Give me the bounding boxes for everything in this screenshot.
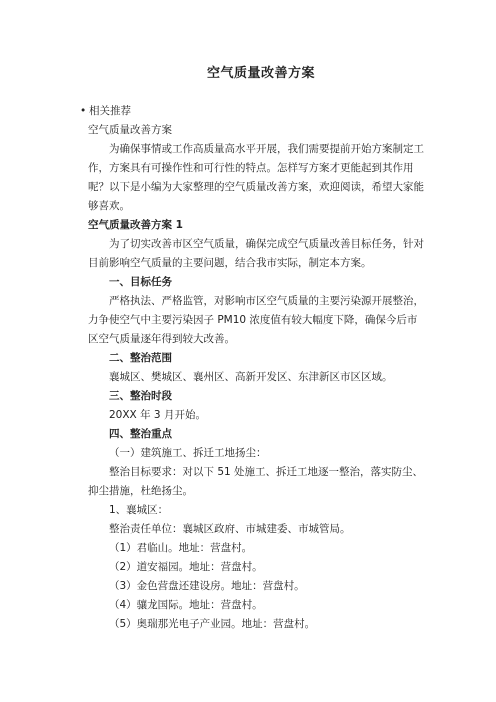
list-item: （5）奥瑞那光电子产业园。地址：营盘村。 [109,618,316,630]
heading-scope: 二、整治范围 [109,352,172,364]
area-label: 1、襄城区： [109,504,169,516]
target-paragraph: 严格执法、严格监管，对影响市区空气质量的主要污染源开展整治，力争使空气中主要污染因子 PM10 浓度值有较大幅度下降，确保今后市区空气质量逐年得到较大改善。 [88,295,424,345]
list-item: （2）道安福园。地址：营盘村。 [109,561,263,573]
responsible-units: 整治责任单位：襄城区政府、市城建委、市城管局。 [109,523,351,535]
related-recommendations[interactable] [80,102,426,121]
requirement-paragraph: 整治目标要求：对以下 51 处施工、拆迁工地逐一整治，落实防尘、抑尘措施，杜绝扬尘。 [88,466,424,497]
purpose-paragraph: 为了切实改善市区空气质量，确保完成空气质量改善目标任务，针对目前影响空气质量的主要问题，结合我市实际，制定本方案。 [88,238,424,269]
subtitle-line: 空气质量改善方案 [88,124,172,136]
document-title: 空气质量改善方案 [206,66,315,81]
related-label: 相关推荐 [89,105,131,117]
heading-period: 三、整治时段 [109,390,172,402]
period-paragraph: 20XX 年 3 月开始。 [109,409,206,421]
heading-focus: 四、整治重点 [109,428,172,440]
section-title: 空气质量改善方案 1 [88,219,183,231]
list-item: （4）骧龙国际。地址：营盘村。 [109,599,263,611]
intro-paragraph: 为确保事情或工作高质量高水平开展，我们需要提前开始方案制定工作，方案具有可操作性和可行性的特点。怎样写方案才更能起到其作用呢？以下是小编为大家整理的空气质量改善方案，欢迎阅读，希望大家能够喜欢。 [88,143,424,212]
bullet-icon: • [80,105,87,117]
scope-paragraph: 襄城区、樊城区、襄州区、高新开发区、东津新区市区区域。 [109,371,393,383]
heading-target: 一、目标任务 [109,276,172,288]
list-item: （3）金色营盘还建设房。地址：营盘村。 [109,580,305,592]
list-item: （1）君临山。地址：营盘村。 [109,542,253,554]
subsection-dust: （一）建筑施工、拆迁工地扬尘： [109,447,267,459]
